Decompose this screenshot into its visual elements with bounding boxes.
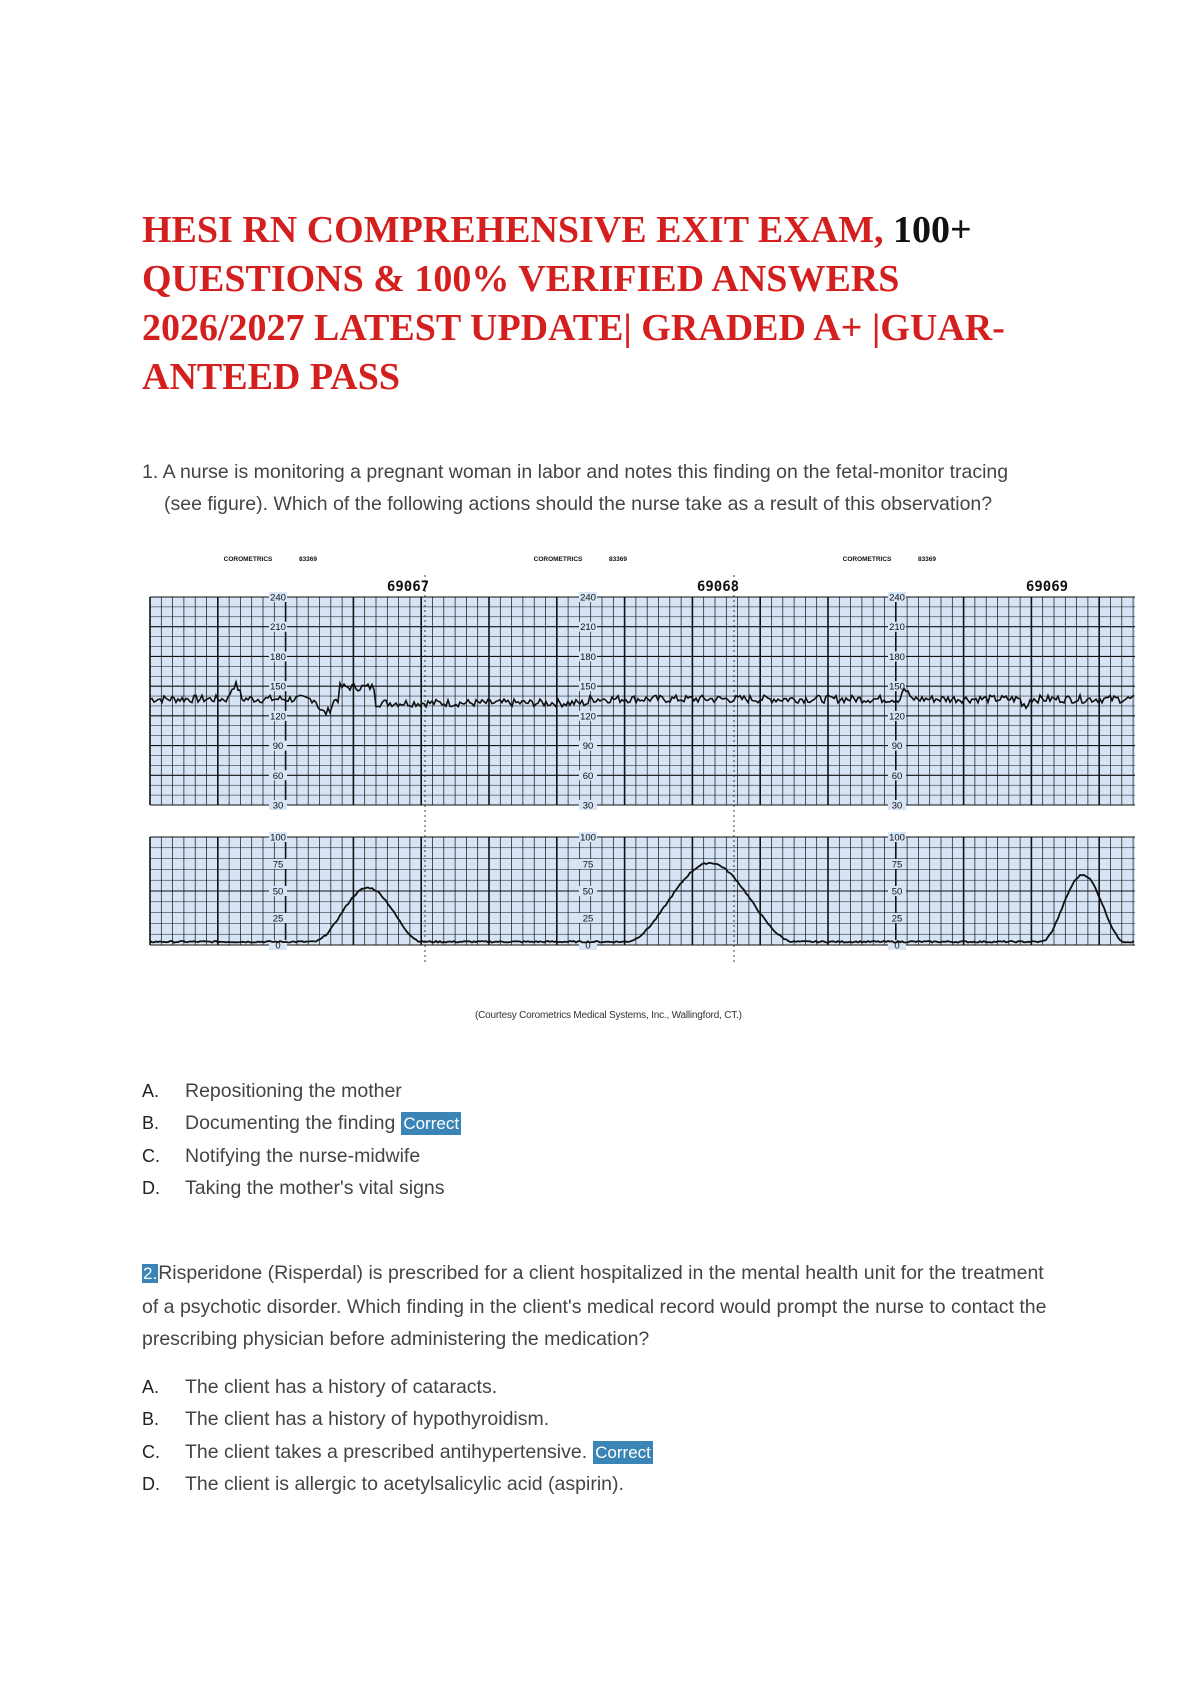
q2-option-c[interactable] bbox=[142, 1436, 942, 1469]
fhr-tick-label: 60 bbox=[891, 770, 903, 782]
title-black: 100+ bbox=[892, 209, 972, 251]
question-2 bbox=[142, 1257, 1062, 1356]
uc-tick-label: 0 bbox=[275, 940, 281, 952]
fhr-tick-label: 180 bbox=[580, 651, 596, 663]
uc-tick-label: 75 bbox=[272, 859, 284, 871]
correct-badge: Correct bbox=[595, 1442, 651, 1462]
fhr-tick-label: 90 bbox=[272, 741, 284, 753]
fhr-tick-label: 120 bbox=[270, 711, 286, 723]
question-1-line-2: (see figure). Which of the following actions should the nurse take as a result of this observation? bbox=[164, 493, 993, 515]
fhr-tick-label: 210 bbox=[580, 622, 596, 634]
question-1-line-1: A nurse is monitoring a pregnant woman in labor and notes this finding on the fetal-monitor tracing bbox=[162, 461, 1009, 483]
option-letter: C. bbox=[142, 1145, 160, 1166]
strip-number: 69068 bbox=[696, 579, 740, 595]
fhr-tick-label: 120 bbox=[580, 711, 596, 723]
strip-header-label: COROMETRICS bbox=[223, 556, 273, 563]
q1-option-a[interactable] bbox=[142, 1075, 942, 1108]
question-1 bbox=[142, 456, 1082, 520]
fhr-tick-label: 30 bbox=[582, 800, 594, 812]
figure-caption: (Courtesy Corometrics Medical Systems, Inc., Wallingford, CT.) bbox=[475, 1010, 742, 1021]
correct-badge: Correct bbox=[403, 1114, 460, 1134]
option-letter: B. bbox=[142, 1113, 160, 1134]
option-text: The client is allergic to acetylsalicylic acid (aspirin). bbox=[185, 1473, 624, 1496]
fhr-tick-label: 180 bbox=[270, 651, 286, 663]
fhr-tick-label: 180 bbox=[889, 651, 905, 663]
uc-tick-label: 100 bbox=[889, 832, 905, 844]
option-text: Repositioning the mother bbox=[185, 1079, 402, 1102]
title-red-2: QUESTIONS & 100% VERIFIED ANSWERS 2026/2027 LATEST UPDATE| GRADED A+ |GUAR-ANTEED PASS bbox=[142, 258, 1005, 398]
fhr-tick-label: 90 bbox=[891, 741, 903, 753]
option-letter: A. bbox=[142, 1376, 160, 1397]
option-letter: B. bbox=[142, 1409, 160, 1430]
question-1-number: 1. bbox=[142, 461, 159, 483]
option-letter: A. bbox=[142, 1080, 160, 1101]
strip-header-code: 83369 bbox=[917, 556, 937, 563]
fhr-tick-label: 30 bbox=[891, 800, 903, 812]
uc-tick-label: 0 bbox=[585, 940, 591, 952]
question-1-options bbox=[142, 1075, 942, 1205]
option-letter: D. bbox=[142, 1474, 160, 1495]
option-letter: C. bbox=[142, 1441, 160, 1462]
fhr-tick-label: 90 bbox=[582, 741, 594, 753]
fhr-tick-label: 60 bbox=[582, 770, 594, 782]
option-text: The client takes a prescribed antihypertensive. bbox=[185, 1440, 588, 1463]
strip-header-label: COROMETRICS bbox=[842, 556, 892, 563]
q1-option-b[interactable] bbox=[142, 1108, 942, 1141]
uc-tick-label: 25 bbox=[272, 913, 284, 925]
strip-header-code: 83369 bbox=[608, 556, 628, 563]
option-text: Taking the mother's vital signs bbox=[185, 1177, 445, 1200]
uc-tick-label: 75 bbox=[891, 859, 903, 871]
uc-tick-label: 100 bbox=[580, 832, 596, 844]
uc-tick-label: 50 bbox=[891, 886, 903, 898]
question-2-number: 2. bbox=[143, 1264, 158, 1283]
fhr-tick-label: 150 bbox=[889, 681, 905, 693]
fhr-tick-label: 30 bbox=[272, 800, 284, 812]
document-title bbox=[142, 206, 1062, 402]
fhr-tick-label: 60 bbox=[272, 770, 284, 782]
fhr-tick-label: 120 bbox=[889, 711, 905, 723]
fhr-tick-label: 150 bbox=[580, 681, 596, 693]
uc-tick-label: 50 bbox=[582, 886, 594, 898]
uc-tick-label: 25 bbox=[891, 913, 903, 925]
uc-tick-label: 100 bbox=[270, 832, 286, 844]
option-text: Notifying the nurse-midwife bbox=[185, 1144, 421, 1167]
fhr-tick-label: 240 bbox=[580, 592, 596, 604]
uc-tick-label: 0 bbox=[894, 940, 900, 952]
question-2-text: Risperidone (Risperdal) is prescribed for a client hospitalized in the mental health unit for the treatment of a psychotic disorder. Which finding in the client's medical record would prompt the nurse to contact the prescribing physician before administering the medication? bbox=[142, 1262, 1047, 1350]
strip-number: 69067 bbox=[386, 579, 430, 595]
strip-number: 69069 bbox=[1025, 579, 1069, 595]
q1-option-c[interactable] bbox=[142, 1140, 942, 1173]
option-text: Documenting the finding bbox=[185, 1112, 396, 1135]
fhr-tick-label: 210 bbox=[889, 622, 905, 634]
q2-option-a[interactable] bbox=[142, 1371, 942, 1404]
option-text: The client has a history of hypothyroidism. bbox=[185, 1408, 550, 1431]
fhr-tick-label: 240 bbox=[270, 592, 286, 604]
fhr-tick-label: 240 bbox=[889, 592, 905, 604]
q2-option-d[interactable] bbox=[142, 1469, 942, 1502]
option-text: The client has a history of cataracts. bbox=[185, 1375, 498, 1398]
question-2-options bbox=[142, 1371, 942, 1501]
fhr-tick-label: 150 bbox=[270, 681, 286, 693]
title-red-1: HESI RN COMPREHENSIVE EXIT EXAM, bbox=[142, 209, 884, 251]
q1-option-d[interactable] bbox=[142, 1173, 942, 1206]
option-letter: D. bbox=[142, 1178, 160, 1199]
fetal-monitor-tracing bbox=[140, 545, 1140, 1025]
q2-option-b[interactable] bbox=[142, 1404, 942, 1437]
strip-header-label: COROMETRICS bbox=[533, 556, 583, 563]
fhr-tick-label: 210 bbox=[270, 622, 286, 634]
fetal-monitor-figure bbox=[140, 545, 1140, 1025]
uc-tick-label: 75 bbox=[582, 859, 594, 871]
uc-tick-label: 25 bbox=[582, 913, 594, 925]
uc-tick-label: 50 bbox=[272, 886, 284, 898]
strip-header-code: 83369 bbox=[298, 556, 318, 563]
